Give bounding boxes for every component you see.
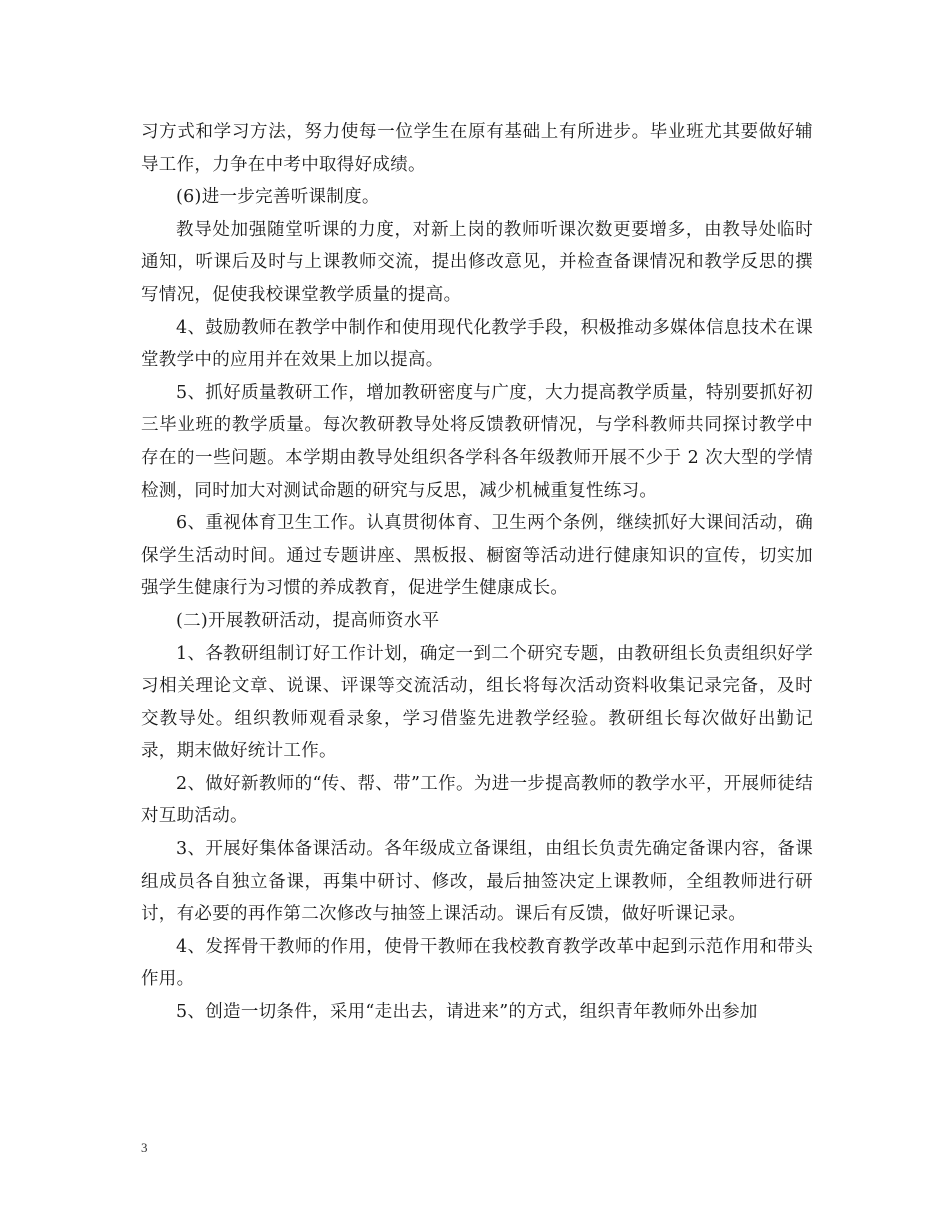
section-heading: (二)开展教研活动，提高师资水平 [176, 610, 440, 631]
paragraph: 6、重视体育卫生工作。认真贯彻体育、卫生两个条例，继续抓好大课间活动，确保学生活动时间。通过专题讲座、黑板报、橱窗等活动进行健康知识的宣传，切实加强学生健康行为习惯的养成教育，促进学生健康成长。 [141, 513, 813, 599]
paragraph: 2、做好新教师的“传、帮、带”工作。为进一步提高教师的教学水平，开展师徒结对互助活动。 [141, 773, 813, 827]
paragraph: 习方式和学习方法，努力使每一位学生在原有基础上有所进步。毕业班尤其要做好辅导工作，力争在中考中取得好成绩。 [141, 122, 813, 175]
page-number: 3 [141, 1140, 148, 1155]
document-body [141, 116, 813, 1029]
paragraph: 教导处加强随堂听课的力度，对新上岗的教师听课次数更要增多，由教导处临时通知，听课后及时与上课教师交流，提出修改意见，并检查备课情况和教学反思的撰写情况，促使我校课堂教学质量的提高。 [141, 219, 813, 305]
paragraph: 4、鼓励教师在教学中制作和使用现代化教学手段，积极推动多媒体信息技术在课堂教学中的应用并在效果上加以提高。 [141, 317, 813, 371]
paragraph: 4、发挥骨干教师的作用，使骨干教师在我校教育教学改革中起到示范作用和带头作用。 [141, 936, 813, 990]
paragraph: 1、各教研组制订好工作计划，确定一到二个研究专题，由教研组长负责组织好学习相关理论文章、说课、评课等交流活动，组长将每次活动资料收集记录完备，及时交教导处。组织教师观看录象，学习借鉴先进教学经验。教研组长每次做好出勤记录，期末做好统计工作。 [141, 643, 813, 762]
paragraph: (6)进一步完善听课制度。 [176, 187, 380, 208]
paragraph: 3、开展好集体备课活动。各年级成立备课组，由组长负责先确定备课内容，备课组成员各自独立备课，再集中研讨、修改，最后抽签决定上课教师，全组教师进行研讨，有必要的再作第二次修改与抽签上课活动。课后有反馈，做好听课记录。 [141, 839, 813, 925]
paragraph: 5、抓好质量教研工作，增加教研密度与广度，大力提高教学质量，特别要抓好初三毕业班的教学质量。每次教研教导处将反馈教研情况，与学科教师共同探讨教学中存在的一些问题。本学期由教导处组织各学科各年级教师开展不少于 2 次大型的学情检测，同时加大对测试命题的研究与反思，减少机械重复性练习。 [141, 382, 813, 501]
paragraph: 5、创造一切条件，采用“走出去，请进来”的方式，组织青年教师外出参加 [176, 1002, 758, 1023]
